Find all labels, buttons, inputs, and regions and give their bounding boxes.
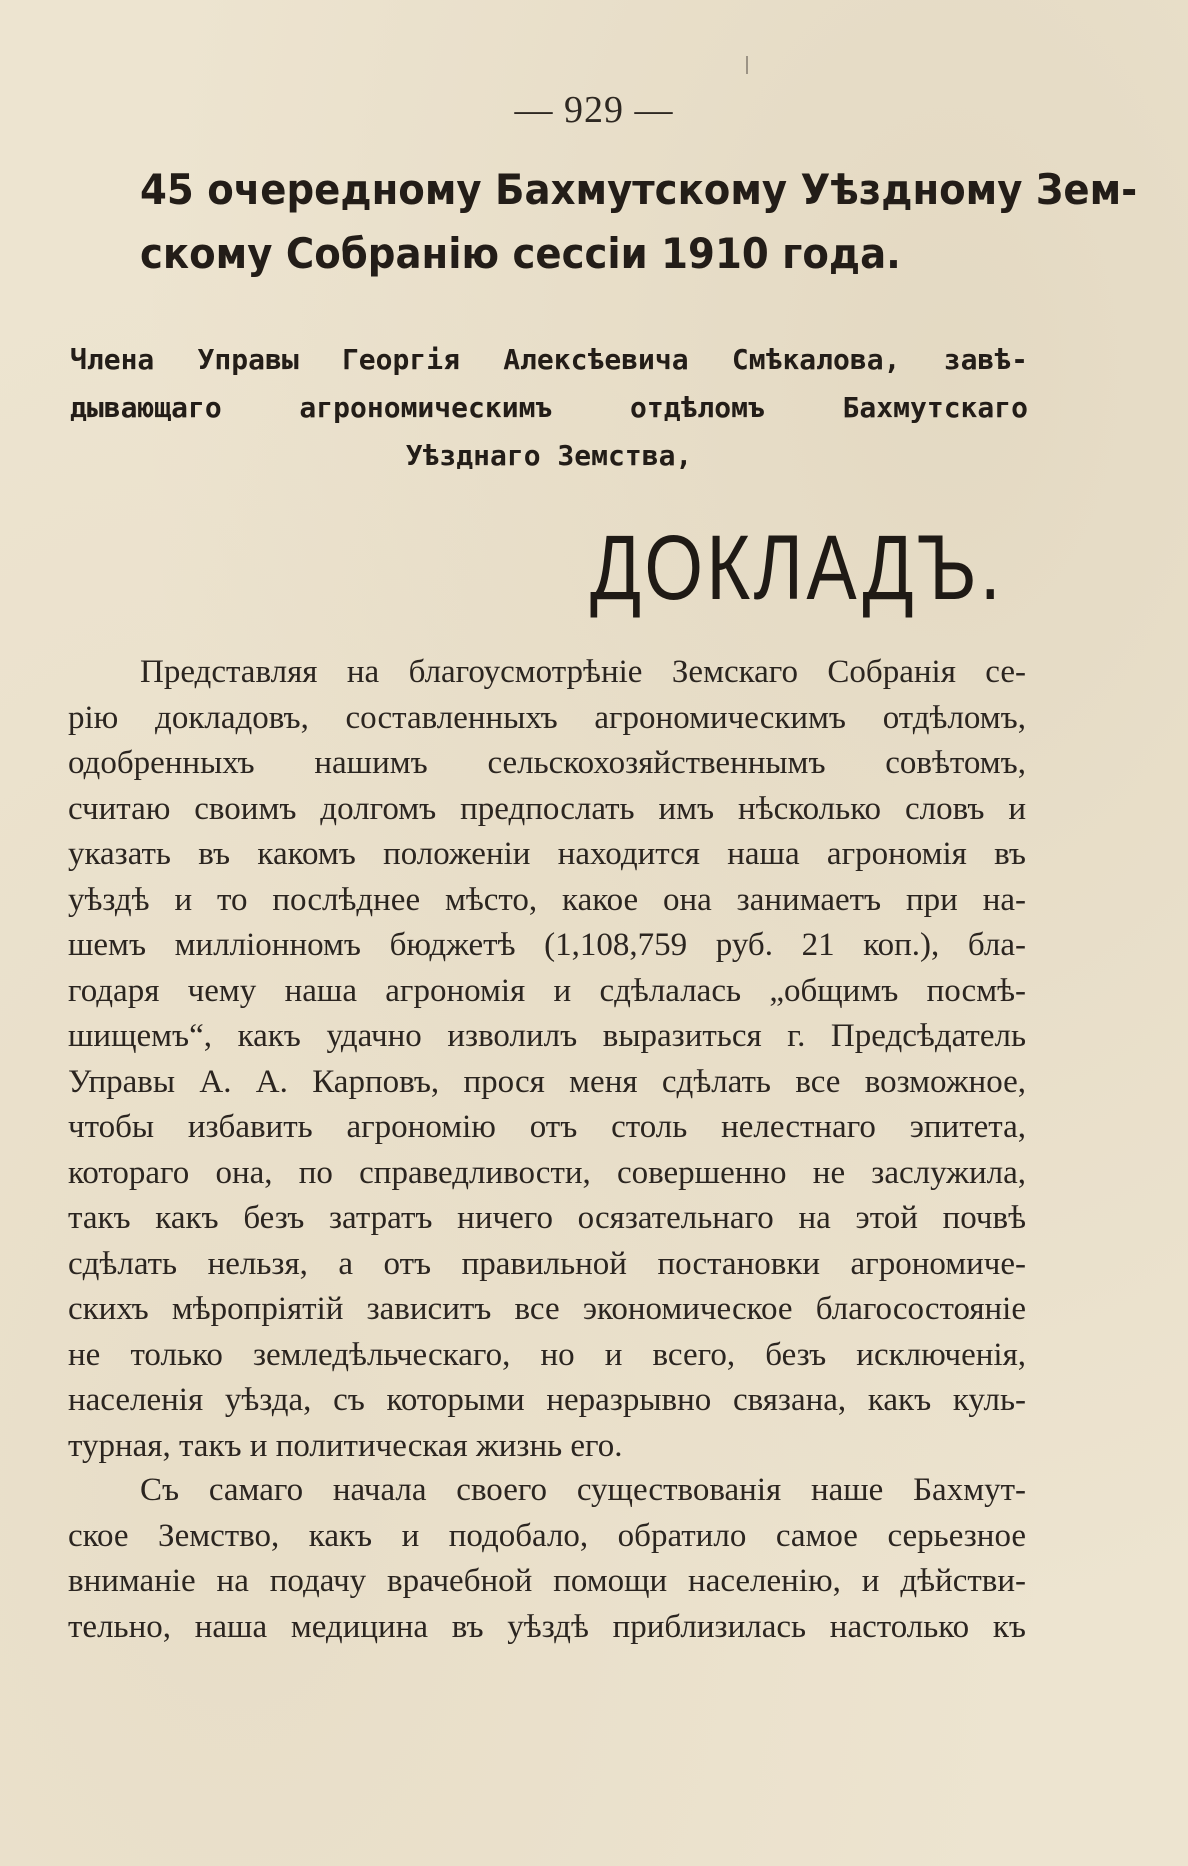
paragraph-line: сдѣлать нельзя, а отъ правильной постановки агрономиче- [68, 1245, 1026, 1282]
paragraph-line: одобренныхъ нашимъ сельскохозяйственнымъ совѣтомъ, [68, 745, 1026, 781]
paragraph-line: котораго она, по справедливости, совершенно не заслужила, [68, 1154, 1026, 1191]
paragraph-line: уѣздѣ и то послѣднее мѣсто, какое она занимаетъ при на- [68, 881, 1026, 918]
heading [140, 158, 1138, 286]
paragraph-line: тельно, наша медицина въ уѣздѣ приблизилась настолько къ [68, 1608, 1026, 1645]
heading-line: скому Собранію сессіи 1910 года. [140, 229, 901, 278]
paragraph-1 [68, 650, 1026, 1469]
margin-mark [746, 56, 748, 74]
paragraph-line: Съ самаго начала своего существованія наше Бахмут- [140, 1472, 1026, 1508]
paragraph-line: не только земледѣльческаго, но и всего, безъ исключенія, [68, 1336, 1026, 1373]
paragraph-line: чтобы избавить агрономію отъ столь нелестнаго эпитета, [68, 1109, 1026, 1145]
paragraph-line: считаю своимъ долгомъ предпослать имъ нѣсколько словъ и [68, 790, 1026, 827]
paragraph-line: годаря чему наша агрономія и сдѣлалась „общимъ посмѣ- [68, 972, 1026, 1009]
paragraph-line: вниманіе на подачу врачебной помощи населенію, и дѣйстви- [68, 1563, 1026, 1599]
report-title: ДОКЛАДЪ. [590, 517, 1005, 619]
page-number: — 929 — [514, 89, 674, 131]
paragraph-line: шемъ милліонномъ бюджетѣ (1,108,759 руб. 21 коп.), бла- [68, 927, 1026, 963]
paragraph-2 [68, 1468, 1026, 1650]
paragraph-line: Представляя на благоусмотрѣніе Земскаго Собранія се- [140, 654, 1026, 690]
paragraph-line: Управы А. А. Карповъ, прося меня сдѣлать все возможное, [68, 1063, 1026, 1100]
paragraph-line: скихъ мѣропріятій зависитъ все экономическое благосостояніе [68, 1291, 1026, 1327]
paragraph-line: населенія уѣзда, съ которыми неразрывно связана, какъ куль- [68, 1382, 1026, 1418]
paragraph-line: ское Земство, какъ и подобало, обратило самое серьезное [68, 1517, 1026, 1554]
subheading-line: Члена Управы Георгія Алексѣевича Смѣкалова, завѣ- [70, 343, 1028, 376]
paragraph-line: турная, такъ и политическая жизнь его. [68, 1427, 623, 1464]
paragraph-line: такъ какъ безъ затратъ ничего осязательнаго на этой почвѣ [68, 1200, 1026, 1236]
paragraph-line: рію докладовъ, составленныхъ агрономическимъ отдѣломъ, [68, 699, 1026, 736]
subheading-line: дывающаго агрономическимъ отдѣломъ Бахмутскаго [70, 391, 1028, 424]
heading-line: 45 очередному Бахмутскому Уѣздному Зем- [140, 165, 1138, 214]
subheading [70, 336, 1028, 480]
paragraph-line: шищемъ“, какъ удачно изволилъ выразиться г. Предсѣдатель [68, 1018, 1026, 1054]
paragraph-line: указать въ какомъ положеніи находится наша агрономія въ [68, 836, 1026, 872]
subheading-line: Уѣзднаго Земства, [405, 439, 693, 472]
